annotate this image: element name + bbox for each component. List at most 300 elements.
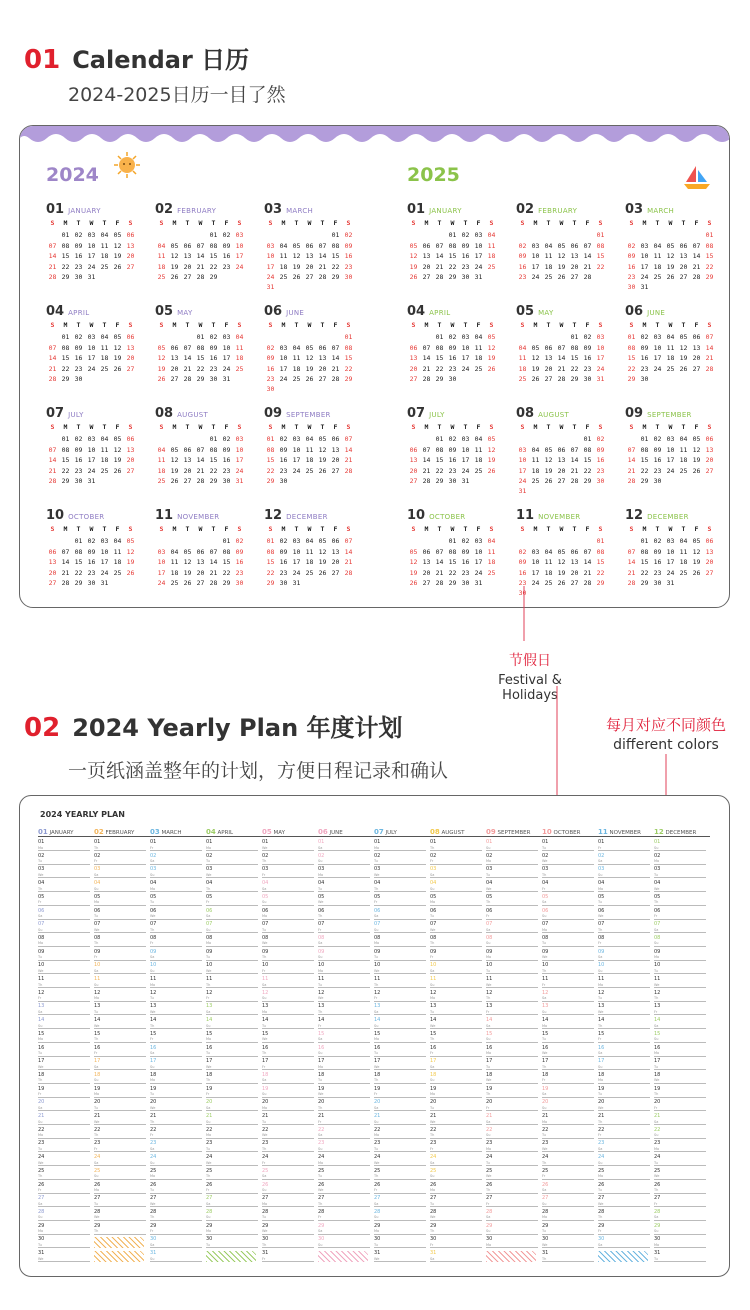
plan-day-cell[interactable]: [374, 1004, 426, 1015]
plan-day-cell[interactable]: [430, 895, 482, 906]
plan-day-cell[interactable]: [486, 1196, 538, 1207]
plan-day-cell[interactable]: [430, 867, 482, 878]
plan-day-cell[interactable]: [374, 1100, 426, 1111]
plan-day-cell[interactable]: [598, 895, 650, 906]
plan-day-cell[interactable]: [486, 1100, 538, 1111]
plan-day-cell[interactable]: [94, 1100, 146, 1111]
plan-day-cell[interactable]: [318, 950, 370, 961]
plan-day-cell[interactable]: [94, 1114, 146, 1125]
plan-day-cell[interactable]: [542, 963, 594, 974]
plan-day-cell[interactable]: [654, 909, 706, 920]
plan-day-cell[interactable]: [206, 1224, 258, 1235]
plan-day-cell[interactable]: [486, 950, 538, 961]
plan-day-cell[interactable]: [94, 854, 146, 865]
plan-day-cell[interactable]: [654, 963, 706, 974]
plan-day-cell[interactable]: [486, 991, 538, 1002]
plan-day-cell[interactable]: [374, 895, 426, 906]
plan-day-cell[interactable]: [150, 1114, 202, 1125]
plan-day-cell[interactable]: [598, 840, 650, 851]
plan-day-cell[interactable]: [598, 991, 650, 1002]
plan-day-cell[interactable]: [206, 1073, 258, 1084]
plan-day-cell[interactable]: [262, 881, 314, 892]
plan-day-cell[interactable]: [318, 1004, 370, 1015]
plan-day-cell[interactable]: [654, 881, 706, 892]
plan-day-cell[interactable]: [150, 1210, 202, 1221]
plan-day-cell[interactable]: [262, 1128, 314, 1139]
plan-day-cell[interactable]: [38, 1032, 90, 1043]
plan-day-cell[interactable]: [486, 922, 538, 933]
plan-day-cell[interactable]: [206, 881, 258, 892]
plan-day-cell[interactable]: [318, 1100, 370, 1111]
plan-day-cell[interactable]: [430, 1073, 482, 1084]
plan-day-cell[interactable]: [94, 895, 146, 906]
plan-day-cell[interactable]: [94, 1128, 146, 1139]
plan-day-cell[interactable]: [654, 950, 706, 961]
plan-day-cell[interactable]: [262, 1251, 314, 1262]
plan-day-cell[interactable]: [374, 1059, 426, 1070]
plan-day-cell[interactable]: [318, 1073, 370, 1084]
plan-day-cell[interactable]: [430, 950, 482, 961]
plan-day-cell[interactable]: [150, 977, 202, 988]
plan-day-cell[interactable]: [94, 1046, 146, 1057]
plan-day-cell[interactable]: [94, 1141, 146, 1152]
plan-day-cell[interactable]: [486, 867, 538, 878]
plan-day-cell[interactable]: [150, 1237, 202, 1248]
plan-day-cell[interactable]: [206, 1046, 258, 1057]
plan-day-cell[interactable]: [374, 1046, 426, 1057]
plan-day-cell[interactable]: [262, 895, 314, 906]
plan-day-cell[interactable]: [542, 1155, 594, 1166]
plan-day-cell[interactable]: [206, 867, 258, 878]
plan-day-cell[interactable]: [150, 881, 202, 892]
plan-day-cell[interactable]: [150, 1251, 202, 1262]
plan-day-cell[interactable]: [374, 1196, 426, 1207]
plan-day-cell[interactable]: [542, 1032, 594, 1043]
plan-day-cell[interactable]: [206, 1210, 258, 1221]
plan-day-cell[interactable]: [150, 909, 202, 920]
plan-day-cell[interactable]: [38, 963, 90, 974]
plan-day-cell[interactable]: [318, 1210, 370, 1221]
plan-day-cell[interactable]: [486, 1073, 538, 1084]
plan-day-cell[interactable]: [430, 1114, 482, 1125]
plan-day-cell[interactable]: [598, 1004, 650, 1015]
plan-day-cell[interactable]: [206, 1114, 258, 1125]
plan-day-cell[interactable]: [430, 977, 482, 988]
plan-day-cell[interactable]: [654, 1155, 706, 1166]
plan-day-cell[interactable]: [430, 1059, 482, 1070]
plan-day-cell[interactable]: [430, 1032, 482, 1043]
plan-day-cell[interactable]: [206, 1141, 258, 1152]
plan-day-cell[interactable]: [430, 1210, 482, 1221]
plan-day-cell[interactable]: [542, 936, 594, 947]
plan-day-cell[interactable]: [150, 963, 202, 974]
plan-day-cell[interactable]: [206, 895, 258, 906]
plan-day-cell[interactable]: [150, 1128, 202, 1139]
plan-day-cell[interactable]: [654, 1073, 706, 1084]
plan-day-cell[interactable]: [262, 1059, 314, 1070]
plan-day-cell[interactable]: [38, 854, 90, 865]
plan-day-cell[interactable]: [430, 1004, 482, 1015]
plan-day-cell[interactable]: [318, 909, 370, 920]
plan-day-cell[interactable]: [318, 1183, 370, 1194]
plan-day-cell[interactable]: [38, 867, 90, 878]
plan-day-cell[interactable]: [94, 1059, 146, 1070]
plan-day-cell[interactable]: [374, 1073, 426, 1084]
plan-day-cell[interactable]: [430, 922, 482, 933]
plan-day-cell[interactable]: [542, 1196, 594, 1207]
plan-day-cell[interactable]: [206, 936, 258, 947]
plan-day-cell[interactable]: [542, 1018, 594, 1029]
plan-day-cell[interactable]: [206, 1059, 258, 1070]
plan-day-cell[interactable]: [542, 991, 594, 1002]
plan-day-cell[interactable]: [262, 1169, 314, 1180]
plan-day-cell[interactable]: [94, 1169, 146, 1180]
plan-day-cell[interactable]: [38, 1251, 90, 1262]
plan-day-cell[interactable]: [598, 1169, 650, 1180]
plan-day-cell[interactable]: [206, 840, 258, 851]
plan-day-cell[interactable]: [654, 1251, 706, 1262]
plan-day-cell[interactable]: [374, 1141, 426, 1152]
plan-day-cell[interactable]: [318, 1032, 370, 1043]
plan-day-cell[interactable]: [598, 1087, 650, 1098]
plan-day-cell[interactable]: [318, 1224, 370, 1235]
plan-day-cell[interactable]: [430, 1183, 482, 1194]
plan-day-cell[interactable]: [150, 840, 202, 851]
plan-day-cell[interactable]: [38, 840, 90, 851]
plan-day-cell[interactable]: [598, 1141, 650, 1152]
plan-day-cell[interactable]: [542, 867, 594, 878]
plan-day-cell[interactable]: [374, 977, 426, 988]
plan-day-cell[interactable]: [654, 922, 706, 933]
plan-day-cell[interactable]: [38, 1073, 90, 1084]
plan-day-cell[interactable]: [318, 854, 370, 865]
plan-day-cell[interactable]: [598, 881, 650, 892]
plan-day-cell[interactable]: [486, 840, 538, 851]
plan-day-cell[interactable]: [206, 1237, 258, 1248]
plan-day-cell[interactable]: [38, 1087, 90, 1098]
plan-day-cell[interactable]: [654, 936, 706, 947]
plan-day-cell[interactable]: [318, 1155, 370, 1166]
plan-day-cell[interactable]: [430, 1087, 482, 1098]
plan-day-cell[interactable]: [654, 840, 706, 851]
plan-day-cell[interactable]: [150, 1155, 202, 1166]
plan-day-cell[interactable]: [486, 1155, 538, 1166]
plan-day-cell[interactable]: [262, 1114, 314, 1125]
plan-day-cell[interactable]: [94, 936, 146, 947]
plan-day-cell[interactable]: [374, 1032, 426, 1043]
plan-day-cell[interactable]: [38, 1196, 90, 1207]
plan-day-cell[interactable]: [38, 909, 90, 920]
plan-day-cell[interactable]: [598, 1100, 650, 1111]
plan-day-cell[interactable]: [374, 867, 426, 878]
plan-day-cell[interactable]: [542, 1237, 594, 1248]
plan-day-cell[interactable]: [542, 1059, 594, 1070]
plan-day-cell[interactable]: [486, 936, 538, 947]
plan-day-cell[interactable]: [486, 1114, 538, 1125]
plan-day-cell[interactable]: [654, 1196, 706, 1207]
plan-day-cell[interactable]: [430, 1155, 482, 1166]
plan-day-cell[interactable]: [654, 854, 706, 865]
plan-day-cell[interactable]: [542, 1224, 594, 1235]
plan-day-cell[interactable]: [262, 1032, 314, 1043]
plan-day-cell[interactable]: [542, 977, 594, 988]
plan-day-cell[interactable]: [486, 854, 538, 865]
plan-day-cell[interactable]: [150, 1100, 202, 1111]
plan-day-cell[interactable]: [262, 1237, 314, 1248]
plan-day-cell[interactable]: [486, 1018, 538, 1029]
plan-day-cell[interactable]: [654, 977, 706, 988]
plan-day-cell[interactable]: [598, 950, 650, 961]
plan-day-cell[interactable]: [262, 922, 314, 933]
plan-day-cell[interactable]: [318, 840, 370, 851]
plan-day-cell[interactable]: [318, 1087, 370, 1098]
plan-day-cell[interactable]: [150, 1183, 202, 1194]
plan-day-cell[interactable]: [94, 1224, 146, 1235]
plan-day-cell[interactable]: [486, 1224, 538, 1235]
plan-day-cell[interactable]: [262, 867, 314, 878]
plan-day-cell[interactable]: [374, 1251, 426, 1262]
plan-day-cell[interactable]: [374, 1237, 426, 1248]
plan-day-cell[interactable]: [654, 895, 706, 906]
plan-day-cell[interactable]: [374, 881, 426, 892]
plan-day-cell[interactable]: [150, 950, 202, 961]
plan-day-cell[interactable]: [486, 963, 538, 974]
plan-day-cell[interactable]: [542, 1100, 594, 1111]
plan-day-cell[interactable]: [486, 1237, 538, 1248]
plan-day-cell[interactable]: [94, 1155, 146, 1166]
plan-day-cell[interactable]: [150, 936, 202, 947]
plan-day-cell[interactable]: [430, 854, 482, 865]
plan-day-cell[interactable]: [654, 991, 706, 1002]
plan-day-cell[interactable]: [542, 840, 594, 851]
plan-day-cell[interactable]: [38, 1018, 90, 1029]
plan-day-cell[interactable]: [38, 1155, 90, 1166]
plan-day-cell[interactable]: [430, 1237, 482, 1248]
plan-day-cell[interactable]: [542, 881, 594, 892]
plan-day-cell[interactable]: [542, 854, 594, 865]
plan-day-cell[interactable]: [150, 1224, 202, 1235]
plan-day-cell[interactable]: [486, 1183, 538, 1194]
plan-day-cell[interactable]: [542, 1114, 594, 1125]
plan-day-cell[interactable]: [150, 1032, 202, 1043]
plan-day-cell[interactable]: [486, 1141, 538, 1152]
plan-day-cell[interactable]: [262, 991, 314, 1002]
plan-day-cell[interactable]: [206, 977, 258, 988]
plan-day-cell[interactable]: [654, 1141, 706, 1152]
plan-day-cell[interactable]: [94, 1087, 146, 1098]
plan-day-cell[interactable]: [150, 895, 202, 906]
plan-day-cell[interactable]: [94, 963, 146, 974]
plan-day-cell[interactable]: [598, 1032, 650, 1043]
plan-day-cell[interactable]: [654, 1237, 706, 1248]
plan-day-cell[interactable]: [318, 1059, 370, 1070]
plan-day-cell[interactable]: [374, 1224, 426, 1235]
plan-day-cell[interactable]: [598, 1196, 650, 1207]
plan-day-cell[interactable]: [150, 1046, 202, 1057]
plan-day-cell[interactable]: [94, 1210, 146, 1221]
plan-day-cell[interactable]: [38, 1046, 90, 1057]
plan-day-cell[interactable]: [598, 867, 650, 878]
plan-day-cell[interactable]: [430, 1018, 482, 1029]
plan-day-cell[interactable]: [374, 1169, 426, 1180]
plan-day-cell[interactable]: [430, 909, 482, 920]
plan-day-cell[interactable]: [206, 1196, 258, 1207]
plan-day-cell[interactable]: [374, 991, 426, 1002]
plan-day-cell[interactable]: [430, 991, 482, 1002]
plan-day-cell[interactable]: [542, 1141, 594, 1152]
plan-day-cell[interactable]: [374, 1210, 426, 1221]
plan-day-cell[interactable]: [38, 1004, 90, 1015]
plan-day-cell[interactable]: [654, 867, 706, 878]
plan-day-cell[interactable]: [318, 922, 370, 933]
plan-day-cell[interactable]: [38, 1183, 90, 1194]
plan-day-cell[interactable]: [654, 1169, 706, 1180]
plan-day-cell[interactable]: [94, 922, 146, 933]
plan-day-cell[interactable]: [598, 1018, 650, 1029]
plan-day-cell[interactable]: [654, 1059, 706, 1070]
plan-day-cell[interactable]: [206, 1169, 258, 1180]
plan-day-cell[interactable]: [206, 1004, 258, 1015]
plan-day-cell[interactable]: [206, 950, 258, 961]
plan-day-cell[interactable]: [206, 1018, 258, 1029]
plan-day-cell[interactable]: [262, 1004, 314, 1015]
plan-day-cell[interactable]: [38, 1210, 90, 1221]
plan-day-cell[interactable]: [374, 854, 426, 865]
plan-day-cell[interactable]: [374, 1183, 426, 1194]
plan-day-cell[interactable]: [38, 1059, 90, 1070]
plan-day-cell[interactable]: [206, 1100, 258, 1111]
plan-day-cell[interactable]: [542, 909, 594, 920]
plan-day-cell[interactable]: [150, 1073, 202, 1084]
plan-day-cell[interactable]: [94, 977, 146, 988]
plan-day-cell[interactable]: [150, 1196, 202, 1207]
plan-day-cell[interactable]: [262, 1018, 314, 1029]
plan-day-cell[interactable]: [430, 1169, 482, 1180]
plan-day-cell[interactable]: [206, 1128, 258, 1139]
plan-day-cell[interactable]: [206, 1155, 258, 1166]
plan-day-cell[interactable]: [262, 963, 314, 974]
plan-day-cell[interactable]: [38, 950, 90, 961]
plan-day-cell[interactable]: [150, 1059, 202, 1070]
plan-day-cell[interactable]: [374, 1018, 426, 1029]
plan-day-cell[interactable]: [430, 881, 482, 892]
plan-day-cell[interactable]: [374, 909, 426, 920]
plan-day-cell[interactable]: [430, 840, 482, 851]
plan-day-cell[interactable]: [262, 936, 314, 947]
plan-day-cell[interactable]: [318, 991, 370, 1002]
plan-day-cell[interactable]: [150, 1087, 202, 1098]
plan-day-cell[interactable]: [598, 977, 650, 988]
plan-day-cell[interactable]: [598, 1155, 650, 1166]
plan-day-cell[interactable]: [598, 1059, 650, 1070]
plan-day-cell[interactable]: [38, 895, 90, 906]
plan-day-cell[interactable]: [598, 1046, 650, 1057]
plan-day-cell[interactable]: [38, 991, 90, 1002]
plan-day-cell[interactable]: [542, 1210, 594, 1221]
plan-day-cell[interactable]: [262, 1087, 314, 1098]
plan-day-cell[interactable]: [542, 895, 594, 906]
plan-day-cell[interactable]: [430, 936, 482, 947]
plan-day-cell[interactable]: [486, 1128, 538, 1139]
plan-day-cell[interactable]: [94, 991, 146, 1002]
plan-day-cell[interactable]: [38, 1114, 90, 1125]
plan-day-cell[interactable]: [94, 950, 146, 961]
plan-day-cell[interactable]: [262, 1046, 314, 1057]
plan-day-cell[interactable]: [38, 977, 90, 988]
plan-day-cell[interactable]: [318, 1046, 370, 1057]
plan-day-cell[interactable]: [318, 1237, 370, 1248]
plan-day-cell[interactable]: [654, 1224, 706, 1235]
plan-day-cell[interactable]: [262, 840, 314, 851]
plan-day-cell[interactable]: [150, 922, 202, 933]
plan-day-cell[interactable]: [150, 991, 202, 1002]
plan-day-cell[interactable]: [318, 1018, 370, 1029]
plan-day-cell[interactable]: [374, 963, 426, 974]
plan-day-cell[interactable]: [374, 1114, 426, 1125]
plan-day-cell[interactable]: [598, 1073, 650, 1084]
plan-day-cell[interactable]: [542, 1004, 594, 1015]
plan-day-cell[interactable]: [486, 1059, 538, 1070]
plan-day-cell[interactable]: [38, 1237, 90, 1248]
plan-day-cell[interactable]: [542, 1128, 594, 1139]
plan-day-cell[interactable]: [318, 867, 370, 878]
plan-day-cell[interactable]: [150, 1169, 202, 1180]
plan-day-cell[interactable]: [38, 881, 90, 892]
plan-day-cell[interactable]: [374, 950, 426, 961]
plan-day-cell[interactable]: [598, 1224, 650, 1235]
plan-day-cell[interactable]: [318, 1196, 370, 1207]
plan-day-cell[interactable]: [38, 1224, 90, 1235]
plan-day-cell[interactable]: [542, 922, 594, 933]
plan-day-cell[interactable]: [654, 1210, 706, 1221]
plan-day-cell[interactable]: [542, 1183, 594, 1194]
plan-day-cell[interactable]: [542, 1046, 594, 1057]
plan-day-cell[interactable]: [262, 1073, 314, 1084]
plan-day-cell[interactable]: [38, 922, 90, 933]
plan-day-cell[interactable]: [430, 1196, 482, 1207]
plan-day-cell[interactable]: [374, 840, 426, 851]
plan-day-cell[interactable]: [150, 1004, 202, 1015]
plan-day-cell[interactable]: [598, 909, 650, 920]
plan-day-cell[interactable]: [150, 1018, 202, 1029]
plan-day-cell[interactable]: [654, 1018, 706, 1029]
plan-day-cell[interactable]: [542, 1073, 594, 1084]
plan-day-cell[interactable]: [374, 1128, 426, 1139]
plan-day-cell[interactable]: [94, 1196, 146, 1207]
plan-day-cell[interactable]: [542, 1251, 594, 1262]
plan-day-cell[interactable]: [262, 1224, 314, 1235]
plan-day-cell[interactable]: [150, 854, 202, 865]
plan-day-cell[interactable]: [486, 895, 538, 906]
plan-day-cell[interactable]: [598, 922, 650, 933]
plan-day-cell[interactable]: [38, 1128, 90, 1139]
plan-day-cell[interactable]: [262, 1183, 314, 1194]
plan-day-cell[interactable]: [598, 854, 650, 865]
plan-day-cell[interactable]: [430, 1224, 482, 1235]
plan-day-cell[interactable]: [654, 1183, 706, 1194]
plan-day-cell[interactable]: [206, 854, 258, 865]
plan-day-cell[interactable]: [94, 881, 146, 892]
plan-day-cell[interactable]: [654, 1032, 706, 1043]
plan-day-cell[interactable]: [262, 1196, 314, 1207]
plan-day-cell[interactable]: [598, 936, 650, 947]
plan-day-cell[interactable]: [262, 1100, 314, 1111]
plan-day-cell[interactable]: [486, 1004, 538, 1015]
plan-day-cell[interactable]: [654, 1004, 706, 1015]
plan-day-cell[interactable]: [486, 909, 538, 920]
plan-day-cell[interactable]: [318, 936, 370, 947]
plan-day-cell[interactable]: [206, 1032, 258, 1043]
